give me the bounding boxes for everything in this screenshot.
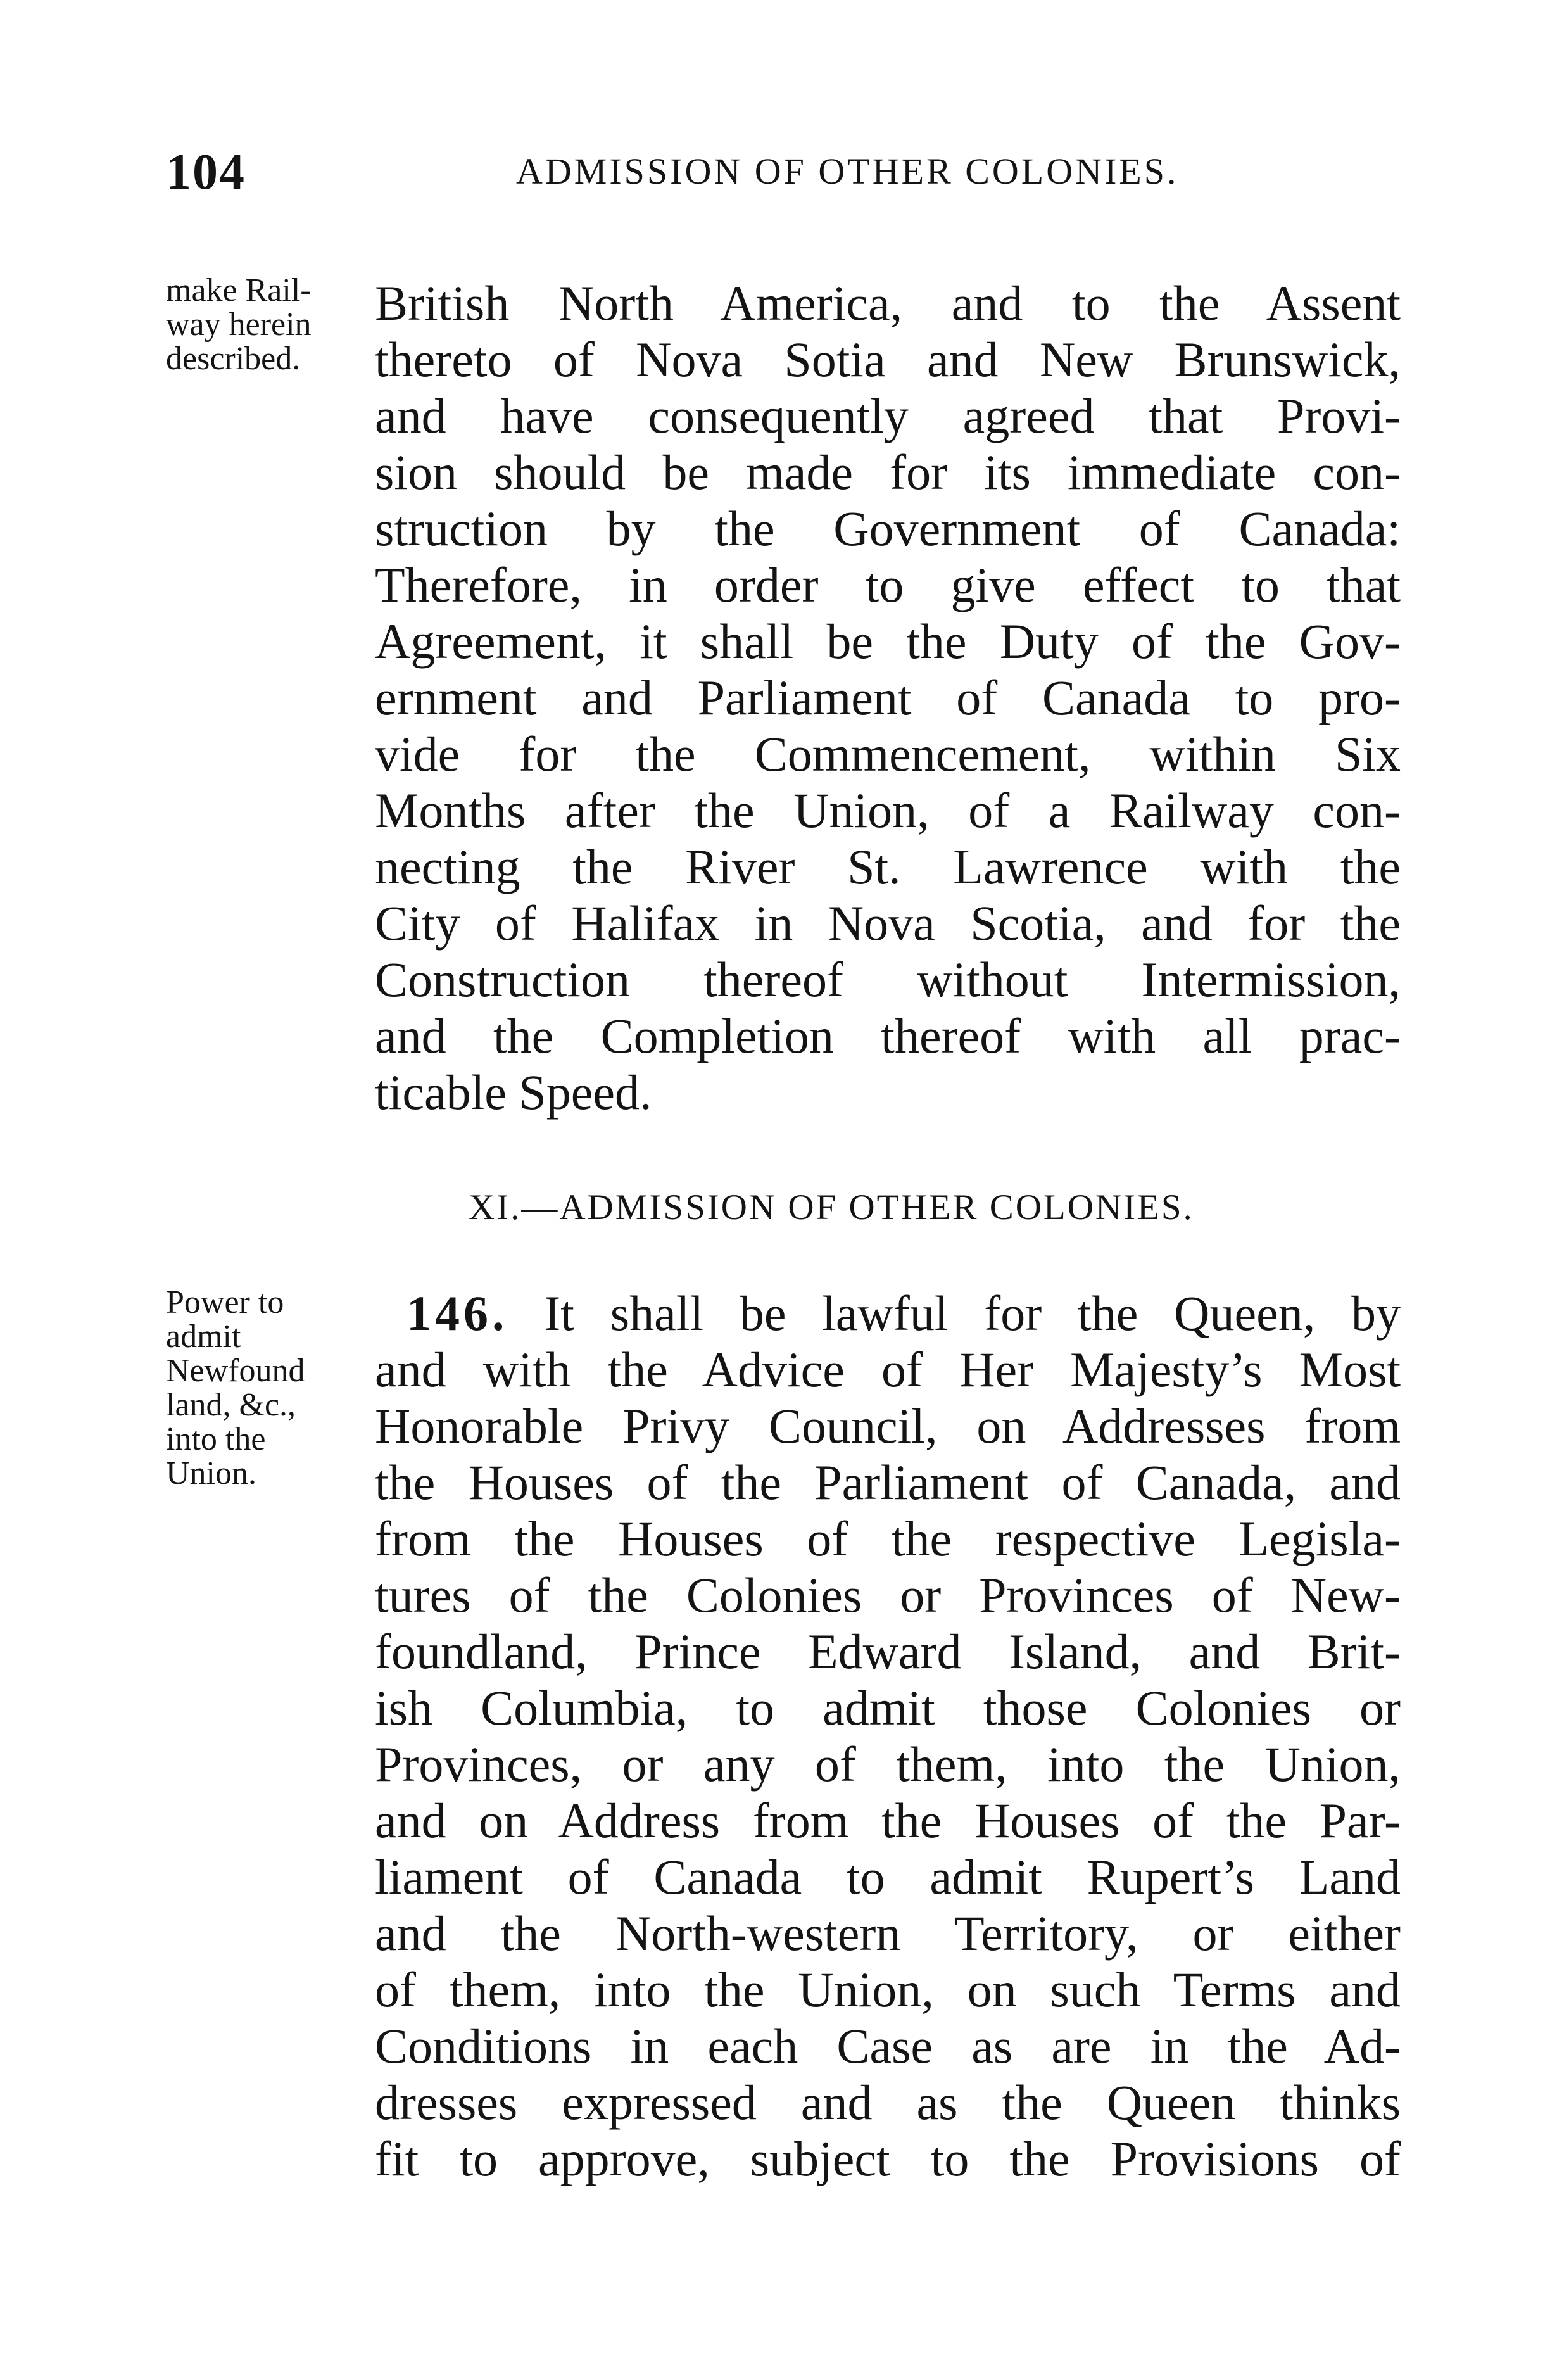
margin-note-line: into the bbox=[166, 1421, 266, 1457]
margin-note-line: described. bbox=[166, 341, 301, 377]
text-line: Conditions in each Case as are in the Ad- bbox=[375, 2018, 1401, 2073]
text-line: tures of the Colonies or Provinces of New- bbox=[375, 1567, 1401, 1623]
text-line: of them, into the Union, on such Terms and bbox=[375, 1962, 1401, 2017]
text-line: ish Columbia, to admit those Colonies or bbox=[375, 1680, 1401, 1735]
margin-note-railway bbox=[166, 274, 312, 376]
text-line: Therefore, in order to give effect to that bbox=[375, 557, 1401, 612]
text-line: sion should be made for its immediate con- bbox=[375, 445, 1401, 500]
text-line: foundland, Prince Edward Island, and Brit- bbox=[375, 1624, 1401, 1679]
text-line: and with the Advice of Her Majesty’s Most bbox=[375, 1342, 1401, 1397]
margin-note-line: way herein bbox=[166, 307, 312, 343]
text-line: thereto of Nova Sotia and New Brunswick, bbox=[375, 332, 1401, 387]
page-number: 104 bbox=[166, 144, 246, 200]
text-line: and on Address from the Houses of the Par- bbox=[375, 1793, 1401, 1848]
margin-note-line: make Rail- bbox=[166, 272, 312, 308]
text-line: ernment and Parliament of Canada to pro- bbox=[375, 670, 1401, 725]
margin-note-line: land, &c., bbox=[166, 1387, 296, 1423]
text-line: and the Completion thereof with all prac- bbox=[375, 1008, 1401, 1063]
text-line: Months after the Union, of a Railway con- bbox=[375, 783, 1401, 838]
text-line: Honorable Privy Council, on Addresses from bbox=[375, 1398, 1401, 1453]
text-line: the Houses of the Parliament of Canada, and bbox=[375, 1455, 1401, 1510]
text-line: dresses expressed and as the Queen thinks bbox=[375, 2075, 1401, 2130]
section-heading: XI.—ADMISSION OF OTHER COLONIES. bbox=[469, 1187, 1194, 1227]
text-line: liament of Canada to admit Rupert’s Land bbox=[375, 1849, 1401, 1904]
text-line: vide for the Commencement, within Six bbox=[375, 726, 1401, 782]
text-line: and have consequently agreed that Provi- bbox=[375, 388, 1401, 443]
text-line: necting the River St. Lawrence with the bbox=[375, 839, 1401, 894]
text-line: ticable Speed. bbox=[375, 1065, 652, 1120]
text-line: Construction thereof without Intermission, bbox=[375, 952, 1401, 1007]
running-title: ADMISSION OF OTHER COLONIES. bbox=[516, 151, 1179, 192]
text-line: and the North-western Territory, or either bbox=[375, 1906, 1401, 1961]
text-line: Agreement, it shall be the Duty of the Gov- bbox=[375, 614, 1401, 669]
margin-note-line: Newfound bbox=[166, 1353, 305, 1389]
text-line: struction by the Government of Canada: bbox=[375, 501, 1401, 556]
margin-note-line: Union. bbox=[166, 1455, 256, 1491]
margin-note-line: admit bbox=[166, 1319, 241, 1355]
margin-note-admission bbox=[166, 1286, 305, 1491]
section-number: 146. bbox=[407, 1286, 508, 1341]
margin-note-line: Power to bbox=[166, 1284, 284, 1320]
section-146-first-line bbox=[407, 1286, 1401, 1341]
section-146-first-line-text: It shall be lawful for the Queen, by bbox=[508, 1286, 1401, 1341]
text-line: fit to approve, subject to the Provisions of bbox=[375, 2131, 1401, 2186]
text-line: British North America, and to the Assent bbox=[375, 275, 1401, 331]
text-line: City of Halifax in Nova Scotia, and for the bbox=[375, 896, 1401, 951]
text-line: Provinces, or any of them, into the Union, bbox=[375, 1737, 1401, 1792]
text-line: from the Houses of the respective Legisla- bbox=[375, 1511, 1401, 1566]
